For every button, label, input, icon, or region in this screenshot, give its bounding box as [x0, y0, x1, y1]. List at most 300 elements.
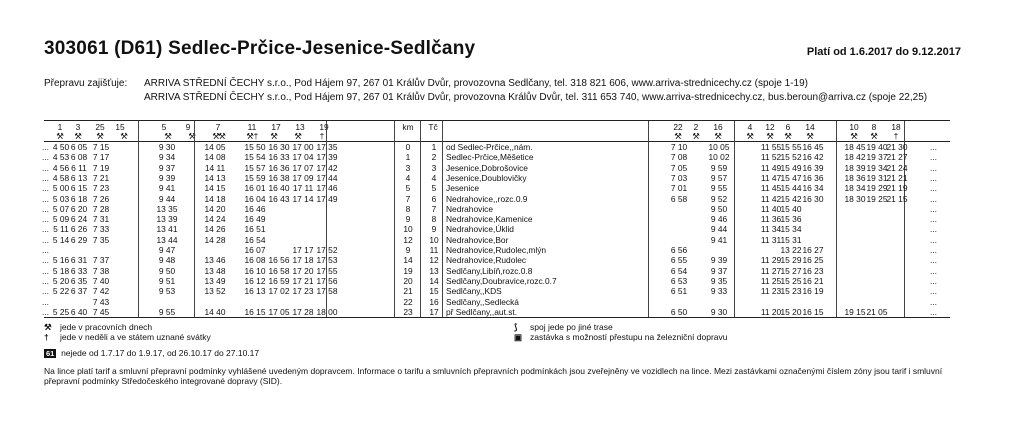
- departure-time: 15 27: [780, 265, 802, 276]
- workday-icon: ⚒: [784, 131, 792, 141]
- tc-number: 1: [431, 142, 437, 152]
- station-name: Nedrahovice,Rudolec: [446, 255, 527, 266]
- leader-dots: ...: [930, 162, 937, 173]
- departure-time: 6 29: [70, 234, 88, 245]
- departure-time: 17 58: [316, 286, 338, 297]
- departure-time: 11 25: [760, 275, 782, 286]
- station-name: Sedlčany,,Sedlecká: [446, 296, 519, 307]
- departure-time: 14 28: [204, 234, 226, 245]
- departure-time: 6 20: [70, 203, 88, 214]
- departure-time: 15 29: [780, 255, 802, 266]
- departure-time: 16 13: [244, 286, 266, 297]
- departure-time: 19 15: [844, 306, 866, 317]
- departure-time: 15 20: [780, 306, 802, 317]
- departure-time: 16 36: [802, 172, 824, 183]
- station-name: Jesenice,Doublovičky: [446, 172, 527, 183]
- departure-time: 13 49: [204, 275, 226, 286]
- departure-time: 18 42: [844, 152, 866, 163]
- departure-time: 4 53: [52, 152, 70, 163]
- departure-time: 13 48: [204, 265, 226, 276]
- departure-time: 17 46: [316, 183, 338, 194]
- departure-time: 7 19: [92, 162, 110, 173]
- departure-time: 6 24: [70, 214, 88, 225]
- departure-time: 6 58: [670, 193, 688, 204]
- departure-time: 5 11: [53, 224, 69, 235]
- trip-number: 10: [849, 122, 859, 132]
- workday-icon: ⚒: [188, 131, 196, 141]
- departure-time: 14 26: [204, 224, 226, 235]
- workday-icon: †: [253, 131, 259, 141]
- departure-time: 6 55: [670, 255, 688, 266]
- tariff-note: Na lince platí tarif a smluvní přepravní podmínky vyhlášené uvedeným dopravcem. Informace o tarifu a smluvních přepravních podmínkách jsou zveřejněny ve vozidlech na lince. Mezi zastávkami označenými číslem zóny jsou tarif i smluvní přepravní podmínky Středočeského integrované dopravy (SID).: [44, 366, 943, 386]
- departure-time: 16 07: [244, 245, 266, 255]
- km-value: 0: [405, 142, 411, 152]
- departure-time: 9 41: [158, 183, 176, 194]
- departure-time: 17 56: [316, 275, 338, 286]
- carrier-info-1: ARRIVA STŘEDNÍ ČECHY s.r.o., Pod Hájem 97, 267 01 Králův Dvůr, provozovna Sedlčany, tel. 318 821 606, www.arriva-strednicechy.cz (spoje 1-19): [144, 78, 809, 89]
- tc-number: 3: [431, 162, 437, 173]
- departure-time: 14 20: [204, 203, 226, 214]
- tc-number: 12: [429, 255, 439, 266]
- tc-number: 13: [429, 265, 439, 276]
- departure-time: 16 15: [802, 306, 824, 317]
- legend-rail-text: zastávka s možností přestupu na železniční dopravu: [530, 332, 728, 342]
- departure-time: 5 09: [52, 214, 70, 225]
- departure-time: 7 33: [92, 224, 110, 235]
- km-value: 7: [405, 193, 411, 204]
- departure-time: 21 21: [886, 172, 908, 183]
- leader-dots: ...: [42, 214, 49, 225]
- departure-time: 15 50: [244, 142, 266, 152]
- tc-number: 7: [431, 203, 437, 214]
- leader-dots: ...: [42, 183, 49, 194]
- leader-dots: ...: [930, 183, 937, 194]
- departure-time: 7 37: [92, 255, 110, 266]
- leader-dots: ...: [930, 265, 937, 276]
- departure-time: 9 39: [710, 255, 728, 266]
- workday-icon: ⚒: [674, 131, 682, 141]
- departure-time: 9 30: [158, 142, 176, 152]
- departure-time: 16 45: [802, 142, 824, 152]
- departure-time: 15 52: [780, 152, 802, 163]
- departure-time: 11 42: [760, 193, 782, 204]
- departure-time: 16 54: [244, 234, 266, 245]
- tc-number: 14: [429, 275, 439, 286]
- station-name: Sedlčany,Libíň,rozc.0.8: [446, 265, 533, 276]
- departure-time: 11 34: [760, 224, 782, 235]
- departure-time: 16 30: [802, 193, 824, 204]
- workday-icon: ⚒: [218, 131, 226, 141]
- leader-dots: ...: [42, 234, 49, 245]
- tc-number: 11: [429, 245, 439, 255]
- departure-time: 6 31: [70, 255, 88, 266]
- station-name: od Sedlec-Prčice,,nám.: [446, 142, 533, 152]
- departure-time: 7 10: [670, 142, 688, 152]
- departure-time: 7 42: [92, 286, 110, 297]
- departure-time: 11 20: [760, 306, 782, 317]
- departure-time: 5 18: [52, 265, 70, 276]
- leader-dots: ...: [42, 172, 49, 183]
- departure-time: 17 44: [316, 172, 338, 183]
- departure-time: 17 42: [316, 162, 338, 173]
- km-value: 10: [403, 224, 413, 235]
- departure-time: 16 10: [244, 265, 266, 276]
- tc-number: 8: [431, 214, 437, 225]
- trip-number: 3: [75, 122, 81, 132]
- km-value: 3: [405, 162, 411, 173]
- departure-time: 9 59: [710, 162, 728, 173]
- departure-time: 19 25: [866, 193, 888, 204]
- leader-dots: ...: [930, 275, 937, 286]
- departure-time: 15 54: [244, 152, 266, 163]
- timetable-grid: [44, 120, 950, 318]
- departure-time: 15 44: [780, 183, 802, 194]
- departure-time: 7 35: [92, 234, 110, 245]
- trip-number: 9: [185, 122, 191, 132]
- departure-time: 17 28: [292, 306, 314, 317]
- tc-number: 4: [431, 172, 437, 183]
- departure-time: 17 49: [316, 193, 338, 204]
- workday-icon: ⚒: [212, 131, 220, 141]
- station-name: Jesenice,Dobrošovice: [446, 162, 528, 173]
- workday-icon: ⚒: [120, 131, 128, 141]
- departure-time: 11 52: [760, 152, 782, 163]
- tc-number: 10: [429, 234, 439, 245]
- departure-time: 15 23: [780, 286, 802, 297]
- trip-number: 2: [693, 122, 699, 132]
- km-value: 4: [405, 172, 411, 183]
- departure-time: 9 39: [158, 172, 176, 183]
- departure-time: 18 45: [844, 142, 866, 152]
- departure-time: 21 24: [886, 162, 908, 173]
- station-name: Jesenice: [446, 183, 480, 194]
- departure-time: 9 52: [710, 193, 728, 204]
- departure-time: 17 07: [292, 162, 314, 173]
- departure-time: 13 35: [156, 203, 178, 214]
- leader-dots: ...: [42, 224, 49, 235]
- column-divider: [648, 121, 649, 317]
- workday-icon: ⚒: [56, 131, 64, 141]
- departure-time: 6 53: [670, 275, 688, 286]
- departure-time: 19 37: [866, 152, 888, 163]
- departure-time: 10 02: [708, 152, 730, 163]
- legend-workday: [44, 322, 152, 332]
- departure-time: 11 55: [760, 142, 782, 152]
- validity-period: Platí od 1.6.2017 do 9.12.2017: [806, 46, 961, 58]
- departure-time: 16 08: [244, 255, 266, 266]
- km-value: 20: [403, 275, 413, 286]
- leader-dots: ...: [930, 296, 937, 307]
- departure-time: 15 36: [780, 214, 802, 225]
- departure-time: 9 55: [158, 306, 176, 317]
- departure-time: 21 27: [886, 152, 908, 163]
- departure-time: 14 40: [204, 306, 226, 317]
- legend-workday-text: jede v pracovních dnech: [60, 322, 153, 332]
- station-name: Nedrahovice,Rudolec,mlýn: [446, 245, 547, 255]
- trip-number: 5: [161, 122, 167, 132]
- departure-time: 6 11: [71, 162, 87, 173]
- departure-time: 18 39: [844, 162, 866, 173]
- departure-time: 15 42: [780, 193, 802, 204]
- departure-time: 16 12: [244, 275, 266, 286]
- departure-time: 11 47: [760, 172, 782, 183]
- departure-time: 13 44: [156, 234, 178, 245]
- departure-time: 6 51: [670, 286, 688, 297]
- trip-number: 4: [747, 122, 753, 132]
- tc-number: 17: [429, 306, 439, 317]
- departure-time: 6 33: [70, 265, 88, 276]
- station-name: Nedrahovice,Bor: [446, 234, 509, 245]
- km-value: 5: [405, 183, 411, 194]
- leader-dots: ...: [42, 286, 49, 297]
- carrier-label: Přepravu zajišťuje:: [44, 78, 128, 89]
- workday-icon: ⚒: [806, 131, 814, 141]
- train-icon: ▣: [514, 332, 523, 342]
- departure-time: 5 16: [52, 255, 70, 266]
- trip-number: 12: [765, 122, 775, 132]
- departure-time: 11 23: [760, 286, 782, 297]
- departure-time: 6 05: [70, 142, 88, 152]
- workday-icon: ⚒: [164, 131, 172, 141]
- departure-time: 15 49: [780, 162, 802, 173]
- departure-time: 4 50: [52, 142, 70, 152]
- trip-number: 25: [95, 122, 105, 132]
- departure-time: 21 19: [886, 183, 908, 194]
- workday-icon: ⚒: [746, 131, 754, 141]
- departure-time: 14 18: [204, 193, 226, 204]
- departure-time: 11 36: [760, 214, 782, 225]
- departure-time: 11 27: [760, 265, 782, 276]
- departure-time: 9 33: [710, 286, 728, 297]
- departure-time: 16 36: [268, 162, 290, 173]
- departure-time: 16 39: [802, 162, 824, 173]
- workday-icon: ⚒: [74, 131, 82, 141]
- trip-number: 1: [57, 122, 63, 132]
- departure-time: 9 53: [158, 286, 176, 297]
- carrier-info-2: ARRIVA STŘEDNÍ ČECHY s.r.o., Pod Hájem 97, 267 01 Králův Dvůr, provozovna Králův Dvůr, tel. 311 653 740, www.arriva-strednicechy.cz, bus.beroun@arriva.cz (spoje 22,25): [144, 92, 928, 103]
- departure-time: 9 50: [158, 265, 176, 276]
- trip-number: 11: [247, 122, 257, 132]
- cross-icon: †: [44, 332, 49, 342]
- departure-time: 15 25: [780, 275, 802, 286]
- leader-dots: ...: [42, 193, 49, 204]
- departure-time: 16 33: [268, 152, 290, 163]
- tc-header: Tč: [428, 122, 438, 132]
- column-divider: [394, 121, 395, 317]
- departure-time: 9 50: [710, 203, 728, 214]
- legend-other-route-text: spoj jede po jiné trase: [530, 322, 613, 332]
- station-name: Nedrahovice,Kamenice: [446, 214, 533, 225]
- departure-time: 9 30: [710, 306, 728, 317]
- departure-time: 14 24: [204, 214, 226, 225]
- departure-time: 15 47: [780, 172, 802, 183]
- departure-time: 5 03: [52, 193, 70, 204]
- departure-time: 16 40: [268, 183, 290, 194]
- departure-time: 11 49: [760, 162, 782, 173]
- leader-dots: ...: [930, 245, 937, 255]
- departure-time: 17 04: [292, 152, 314, 163]
- departure-time: 16 59: [268, 275, 290, 286]
- departure-time: 6 26: [70, 224, 88, 235]
- column-divider: [138, 121, 139, 317]
- workday-icon: ⚒: [766, 131, 774, 141]
- leader-dots: ...: [930, 152, 937, 163]
- departure-time: 7 38: [92, 265, 110, 276]
- departure-time: 7 05: [670, 162, 688, 173]
- km-header: km: [402, 122, 414, 132]
- legend-holiday-text: jede v neděli a ve státem uznané svátky: [60, 332, 211, 342]
- departure-time: 13 39: [156, 214, 178, 225]
- departure-time: 16 15: [244, 306, 266, 317]
- departure-time: 11 45: [760, 183, 782, 194]
- departure-time: 17 21: [292, 275, 314, 286]
- departure-time: 5 07: [52, 203, 70, 214]
- workday-icon: ⚒: [96, 131, 104, 141]
- trip-number: 13: [295, 122, 305, 132]
- km-value: 12: [403, 234, 413, 245]
- workday-icon: ⚒: [294, 131, 302, 141]
- departure-time: 6 54: [670, 265, 688, 276]
- departure-time: 16 58: [268, 265, 290, 276]
- trip-number: 8: [871, 122, 877, 132]
- trip-number: 14: [805, 122, 815, 132]
- departure-time: 5 20: [52, 275, 70, 286]
- departure-time: 7 40: [92, 275, 110, 286]
- departure-time: 16 42: [802, 152, 824, 163]
- departure-time: 17 09: [292, 172, 314, 183]
- departure-time: 21 15: [886, 193, 908, 204]
- departure-time: 16 51: [244, 224, 266, 235]
- departure-time: 9 35: [710, 275, 728, 286]
- column-divider: [420, 121, 421, 317]
- leader-dots: ...: [930, 193, 937, 204]
- trip-number: 6: [785, 122, 791, 132]
- departure-time: 18 00: [316, 306, 338, 317]
- station-name: Sedlčany,Doubravice,rozc.0.7: [446, 275, 557, 286]
- workday-icon: ⚒: [850, 131, 858, 141]
- column-divider: [194, 121, 195, 317]
- km-value: 21: [403, 286, 413, 297]
- column-divider: [734, 121, 735, 317]
- tc-number: 2: [431, 152, 437, 163]
- departure-time: 7 15: [92, 142, 110, 152]
- departure-time: 6 35: [70, 275, 88, 286]
- departure-time: 19 40: [866, 142, 888, 152]
- departure-time: 4 58: [52, 172, 70, 183]
- departure-time: 18 36: [844, 172, 866, 183]
- departure-time: 16 34: [802, 183, 824, 194]
- departure-time: 17 02: [268, 286, 290, 297]
- leader-dots: ...: [930, 286, 937, 297]
- departure-time: 5 22: [52, 286, 70, 297]
- trip-number: 18: [891, 122, 901, 132]
- departure-time: 6 37: [70, 286, 88, 297]
- column-divider: [836, 121, 837, 317]
- departure-time: 9 55: [710, 183, 728, 194]
- tc-number: 9: [431, 224, 437, 235]
- departure-time: 21 30: [886, 142, 908, 152]
- departure-time: 7 17: [92, 152, 110, 163]
- leader-dots: ...: [930, 224, 937, 235]
- departure-time: 13 46: [204, 255, 226, 266]
- departure-time: 21 05: [866, 306, 888, 317]
- departure-time: 11 31: [760, 234, 782, 245]
- departure-time: 15 34: [780, 224, 802, 235]
- km-value: 14: [403, 255, 413, 266]
- departure-time: 9 34: [158, 152, 176, 163]
- leader-dots: ...: [930, 255, 937, 266]
- departure-time: 9 46: [710, 214, 728, 225]
- departure-time: 14 05: [204, 142, 226, 152]
- legend-badge: [44, 348, 259, 358]
- trip-number: 7: [215, 122, 221, 132]
- leader-dots: ...: [42, 203, 49, 214]
- tc-number: 5: [431, 183, 437, 194]
- trip-number: 22: [673, 122, 683, 132]
- departure-time: 19 29: [866, 183, 888, 194]
- legend-badge-text: nejede od 1.7.17 do 1.9.17, od 26.10.17 do 27.10.17: [61, 348, 260, 358]
- departure-time: 16 30: [268, 142, 290, 152]
- departure-time: 16 43: [268, 193, 290, 204]
- km-value: 9: [405, 214, 411, 225]
- departure-time: 16 19: [802, 286, 824, 297]
- workday-icon: ⚒: [870, 131, 878, 141]
- departure-time: 15 59: [244, 172, 266, 183]
- leader-dots: ...: [42, 296, 49, 307]
- workday-icon: ⚒: [692, 131, 700, 141]
- departure-time: 6 40: [70, 306, 88, 317]
- departure-time: 13 41: [156, 224, 178, 235]
- departure-time: 9 47: [158, 245, 176, 255]
- station-name: Sedlčany,,KDS: [446, 286, 502, 297]
- departure-time: 5 25: [52, 306, 70, 317]
- workday-icon: ⚒: [714, 131, 722, 141]
- leader-dots: ...: [42, 152, 49, 163]
- workday-icon: ⚒: [246, 131, 254, 141]
- departure-time: 9 37: [710, 265, 728, 276]
- departure-time: 16 27: [802, 245, 824, 255]
- km-value: 22: [403, 296, 413, 307]
- trip-number: 19: [319, 122, 329, 132]
- km-value: 1: [405, 152, 411, 163]
- departure-time: 16 21: [802, 275, 824, 286]
- badge-61-icon: 61: [46, 349, 55, 358]
- departure-time: 16 04: [244, 193, 266, 204]
- departure-time: 17 18: [292, 255, 314, 266]
- departure-time: 17 11: [292, 183, 314, 194]
- departure-time: 6 18: [70, 193, 88, 204]
- workday-icon: ⚒: [44, 322, 52, 332]
- departure-time: 15 40: [780, 203, 802, 214]
- tc-number: 15: [429, 286, 439, 297]
- departure-time: 17 23: [292, 286, 314, 297]
- leader-dots: ...: [42, 255, 49, 266]
- departure-time: 11 40: [760, 203, 782, 214]
- departure-time: 18 30: [844, 193, 866, 204]
- departure-time: 9 57: [710, 172, 728, 183]
- departure-time: 17 39: [316, 152, 338, 163]
- departure-time: 19 31: [866, 172, 888, 183]
- departure-time: 16 25: [802, 255, 824, 266]
- legend-other-route: [514, 322, 613, 332]
- departure-time: 14 13: [204, 172, 226, 183]
- departure-time: 6 13: [70, 172, 88, 183]
- trip-number: 17: [271, 122, 281, 132]
- departure-time: 15 55: [780, 142, 802, 152]
- departure-time: 9 41: [710, 234, 728, 245]
- leader-dots: ...: [42, 265, 49, 276]
- leader-dots: ...: [42, 275, 49, 286]
